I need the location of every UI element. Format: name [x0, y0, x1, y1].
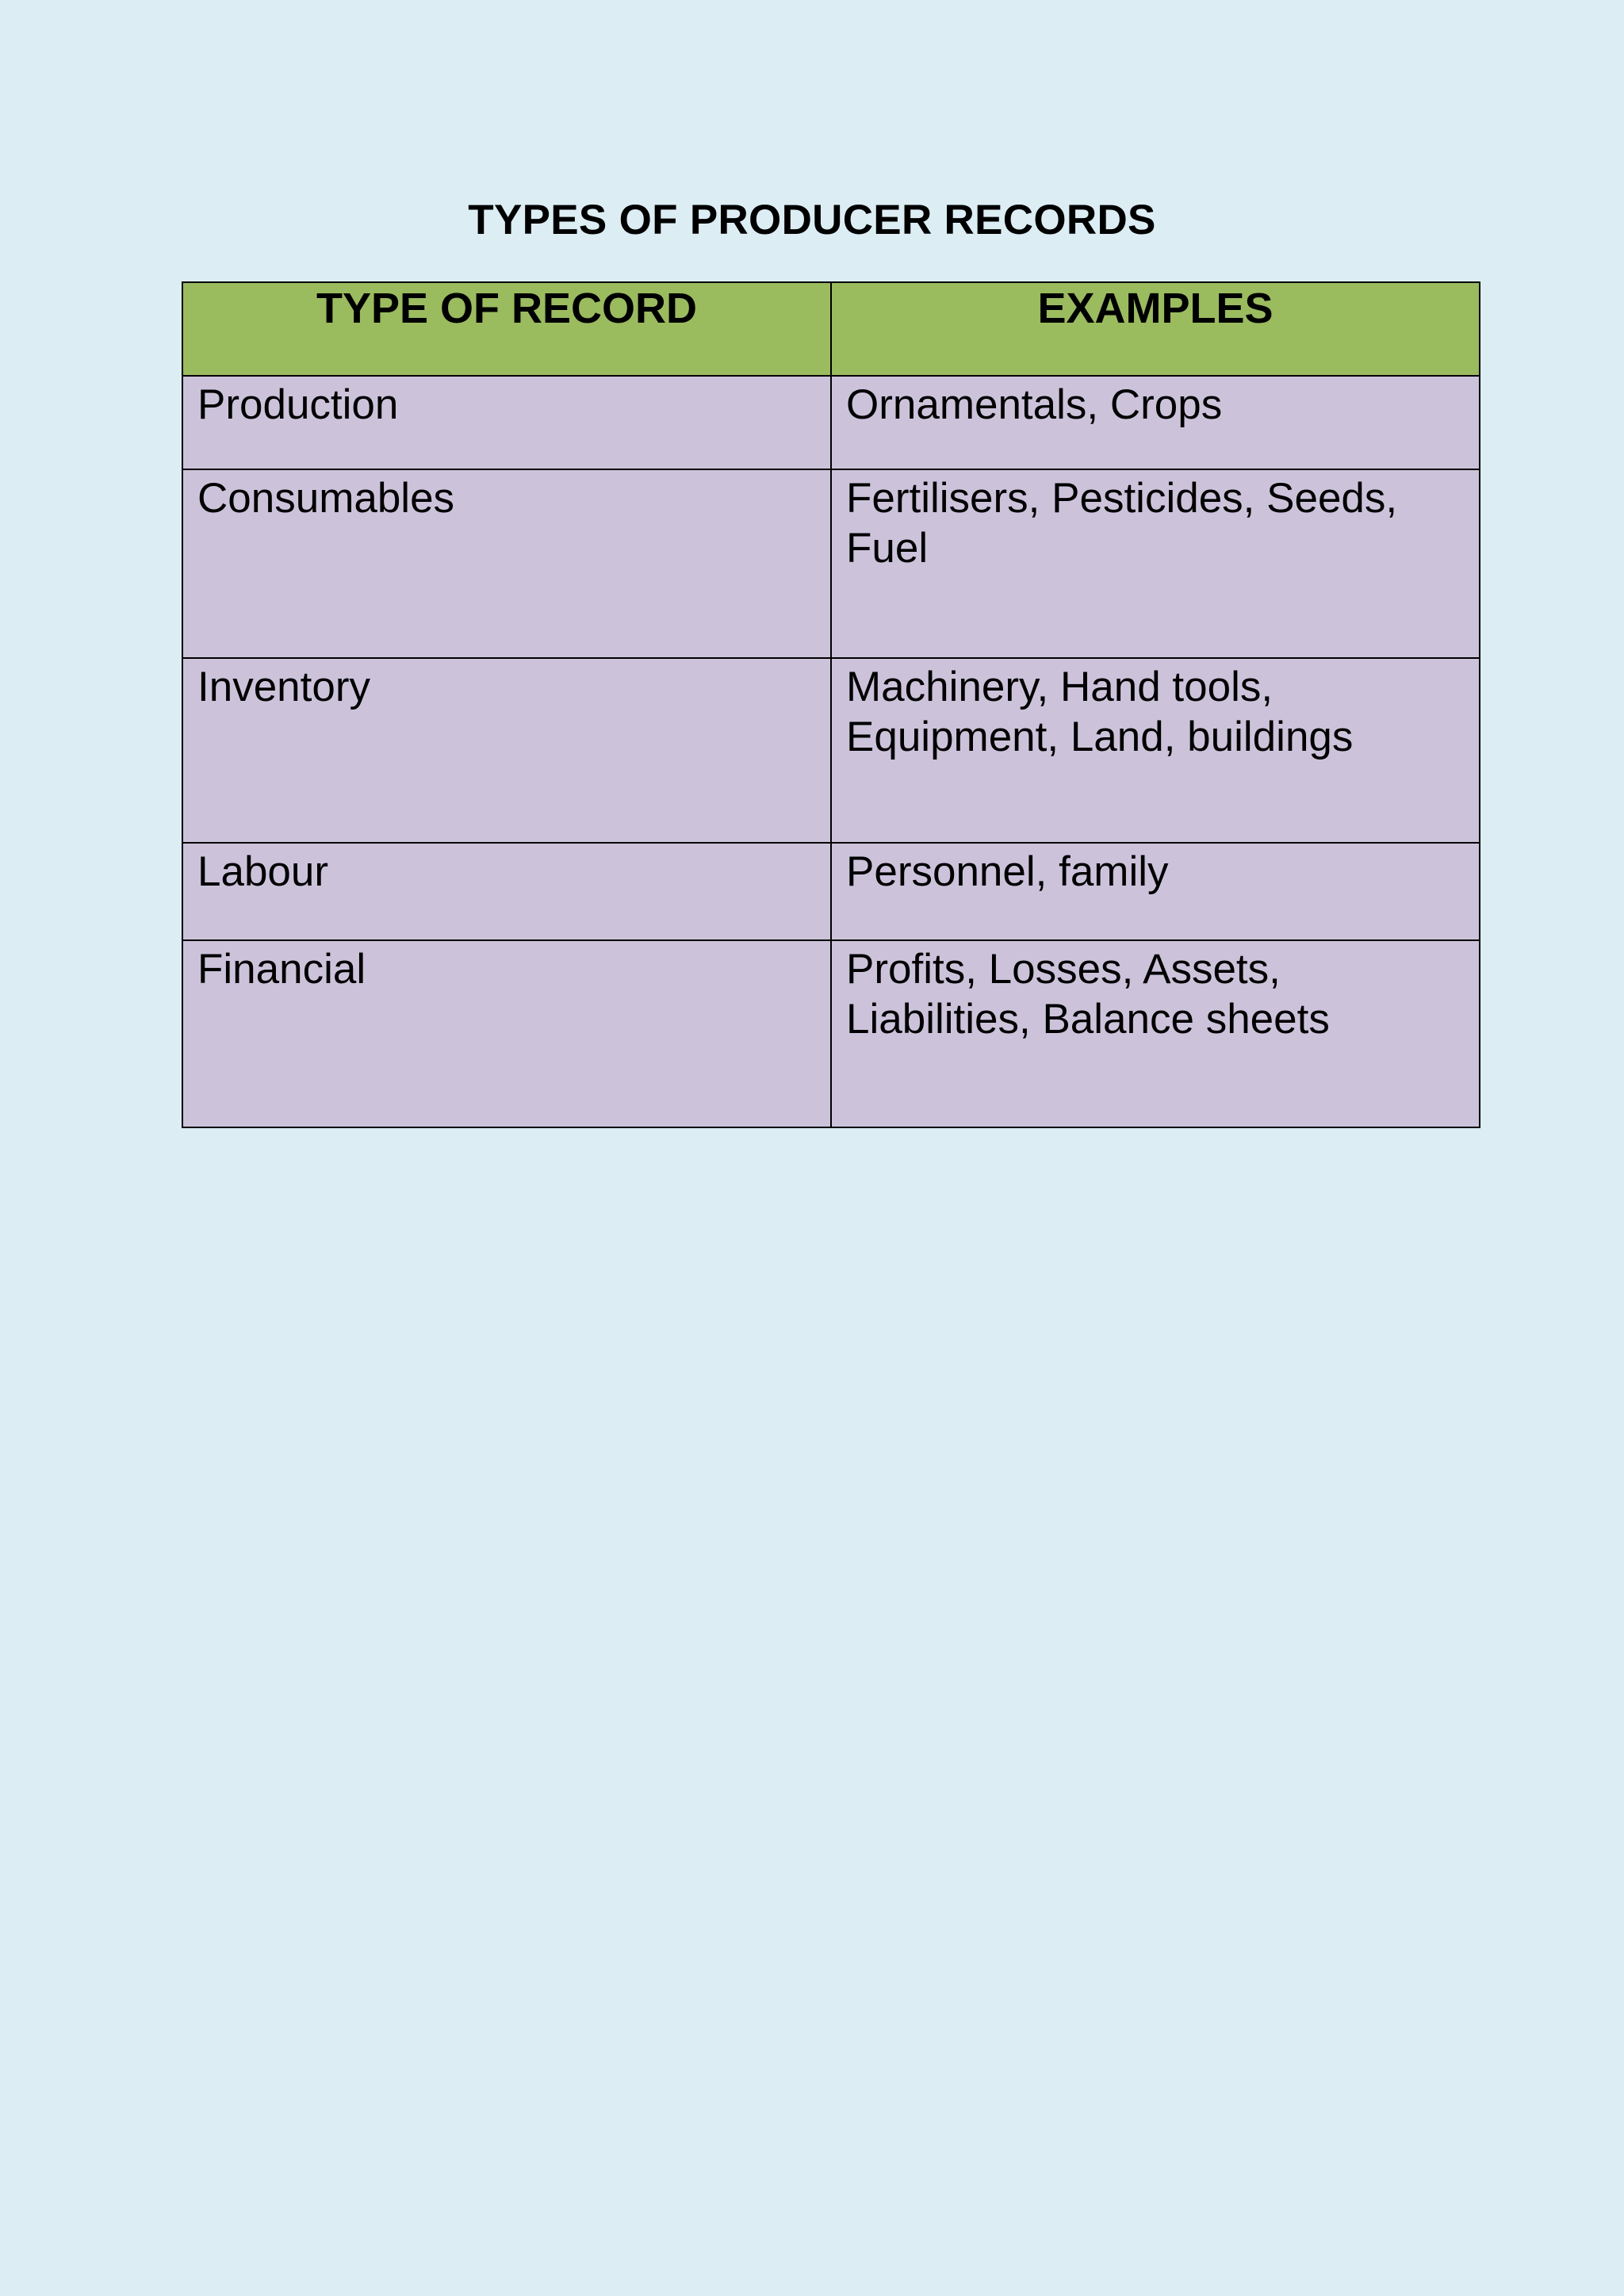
producer-records-table — [182, 281, 1480, 1128]
record-examples-cell: Fertilisers, Pesticides, Seeds, Fuel — [831, 469, 1480, 658]
column-header-type: TYPE OF RECORD — [182, 282, 831, 376]
record-type-cell: Labour — [182, 843, 831, 940]
table-row — [182, 469, 1480, 658]
table-row — [182, 843, 1480, 940]
table-row — [182, 940, 1480, 1127]
record-type-cell: Financial — [182, 940, 831, 1127]
record-examples-cell: Ornamentals, Crops — [831, 376, 1480, 469]
page-title: TYPES OF PRODUCER RECORDS — [468, 197, 1156, 243]
record-examples-cell: Machinery, Hand tools, Equipment, Land, buildings — [831, 658, 1480, 843]
table-header-row — [182, 282, 1480, 376]
table-row — [182, 658, 1480, 843]
record-type-cell: Consumables — [182, 469, 831, 658]
record-type-cell: Production — [182, 376, 831, 469]
record-examples-cell: Personnel, family — [831, 843, 1480, 940]
column-header-examples: EXAMPLES — [831, 282, 1480, 376]
table-row — [182, 376, 1480, 469]
record-examples-cell: Profits, Losses, Assets, Liabilities, Balance sheets — [831, 940, 1480, 1127]
record-type-cell: Inventory — [182, 658, 831, 843]
